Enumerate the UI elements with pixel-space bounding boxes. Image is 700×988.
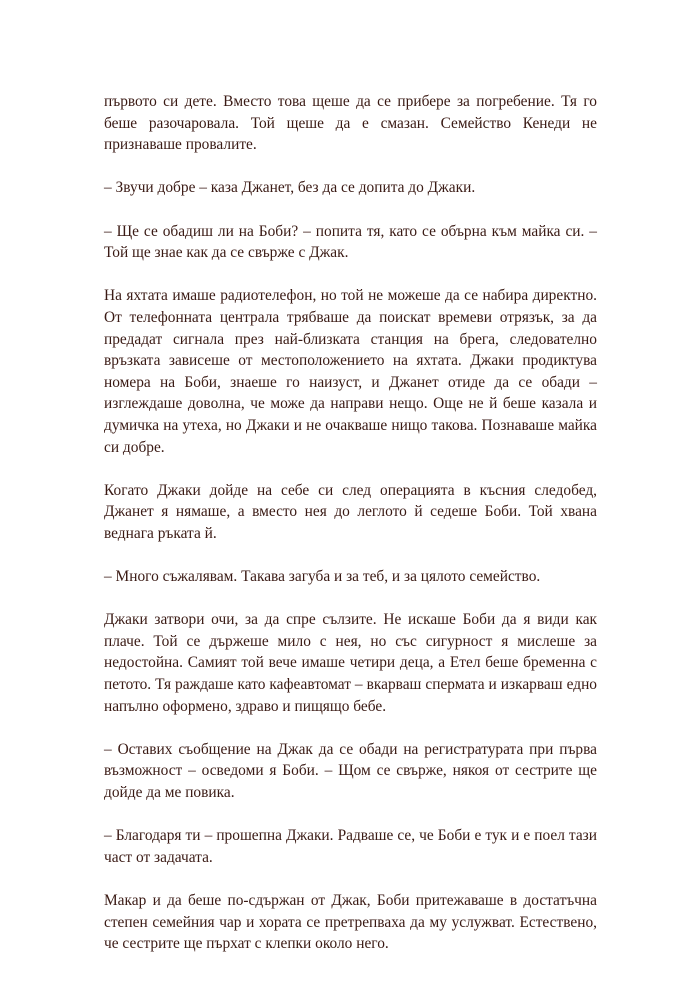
paragraph: първото си дете. Вместо това щеше да се прибере за погребение. Тя го беше разочаровала. Той щеше да е смазан. Семейство Кенеди не признаваше провалите. <box>104 93 597 154</box>
paragraph: Когато Джаки дойде на себе си след операцията в късния следобед, Джанет я нямаше, а вместо нея до леглото й седеше Боби. Той хвана веднага ръката й. <box>104 481 597 542</box>
paragraph: На яхтата имаше радиотелефон, но той не можеше да се набира директно. От телефонната централа трябваше да поискат времеви отрязък, за да предадат сигнала през най-близката станция на брега, следователно връзката зависеше от местоположението на яхтата. Джаки продиктува номера на Боби, знаеше го наизуст, и Джанет отиде да се обади – изглеждаше доволна, че може да направи нещо. Още не й беше казала и думичка на утеха, но Джаки и не очакваше нищо такова. Познаваше майка си добре. <box>104 287 597 456</box>
paragraph: – Благодаря ти – прошепна Джаки. Радваше се, че Боби е тук и е поел тази част от задачата. <box>104 827 597 866</box>
paragraph: – Ще се обадиш ли на Боби? – попита тя, като се обърна към майка си. – Той ще знае как да се свърже с Джак. <box>104 222 597 262</box>
paragraph: Макар и да беше по-сдържан от Джак, Боби притежаваше в достатъчна степен семейния чар и хората се претрепваха да му услужват. Естествено, че сестрите ще пърхат с клепки около него. <box>104 891 597 953</box>
paragraph: – Много съжалявам. Такава загуба и за теб, и за цялото семейство. <box>104 568 541 586</box>
paragraph: – Звучи добре – каза Джанет, без да се допита до Джаки. <box>104 179 476 197</box>
paragraph: Джаки затвори очи, за да спре сълзите. Не искаше Боби да я види как плаче. Той се държеше мило с нея, но със сигурност я мислеше за недостойна. Самият той вече имаше четири деца, а Етел беше бременна с петото. Тя раждаше като кафеавтомат – вкарваш спермата и изкарваш едно напълно оформено, здраво и пищящо бебе. <box>104 611 597 715</box>
paragraph: – Оставих съобщение на Джак да се обади на регистратурата при първа възможност – осведоми я Боби. – Щом се свърже, някоя от сестрите ще дойде да ме повика. <box>104 740 597 801</box>
body-text <box>104 91 597 955</box>
